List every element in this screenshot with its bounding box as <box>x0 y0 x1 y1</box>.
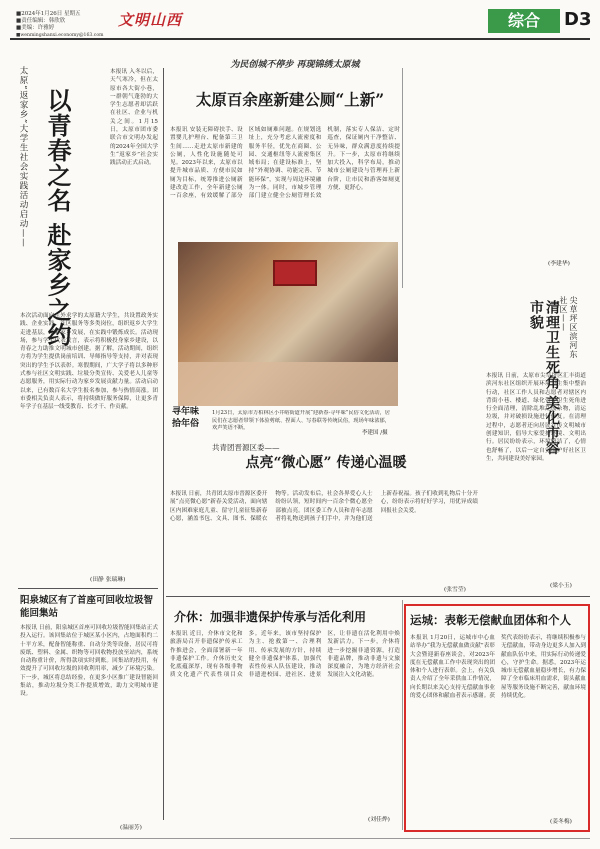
wish-kicker: 共青团晋源区委—— <box>212 443 280 452</box>
sanitation-text: 本报讯 日前，太原市尖草坪区汇丰街道滨河东社区组织开展环境卫生集中整治行动，社区工作人员和志愿者对辖区内背街小巷、楼道、绿化带等卫生死角进行全面清理，清除乱堆乱放杂物，清运垃圾，并对破损设施进行修复。在清理过程中，志愿者还向居民宣传文明城市创建知识，倡导大家爱护环境、文明出行。居民纷纷表示，环境整洁了，心情也舒畅了，以后一定自觉维护好社区卫生，共同建设美好家园。 <box>486 373 586 462</box>
wish-title: 点亮“微心愿” 传递心温暖 <box>245 455 407 471</box>
banner-text: 为民创城不停步 再现锦绣太原城 <box>230 60 360 70</box>
sanitation-subtitle: 尖草坪区滨河东社区—— <box>559 296 578 359</box>
left-subtitle: 太原“返家乡”大学生社会实践活动启动—— <box>18 66 28 248</box>
page-number: D3 <box>564 9 592 30</box>
news-photo <box>178 242 398 406</box>
photo-caption-title <box>172 406 208 430</box>
sanitation-byline: (梁小玉) <box>550 583 572 589</box>
header-editor: ■责任编辑：韩欣欣 <box>16 18 66 24</box>
left-vertical-subtitle <box>18 66 28 276</box>
heritage-text: 本报讯 近日，介休市文化和旅游局召开非遗保护传承工作推进会，全面部署新一年非遗保护工作。介休历史文化底蕴深厚，现有各级非物质文化遗产代表性项目众多。近年来，该市坚持保护为主、抢救第一、合理利用、传承发展的方针，持续健全非遗保护体系，加强代表性传承人队伍建设，推动非遗进校园、进社区、进景区，让非遗在活化利用中焕发新活力。下一步，介休将进一步挖掘非遗资源，打造非遗品牌，推动非遗与文旅深度融合，为地方经济社会发展注入文化动能。 <box>170 631 400 679</box>
section-tab <box>488 9 560 33</box>
left-body-text: 本次活动面向在外求学的太原籍大学生，共设置政务实践、企业实践、社区服务等多类岗位，组织返乡大学生走进基层，了解家乡发展，在实践中锻炼成长。活动现场，参与学生代表发言，表示将积极投身家乡建设，以青春之力助推文明城市创建。据了解，活动期间，组织方将为学生提供岗前培训、导师指导等支持，并对表现突出的学生予以表彰。寒假期间，广大学子将以多种形式参与社区文明实践、垃圾分类宣传、关爱老人儿童等志愿服务，用实际行动为家乡发展贡献力量。活动启动以来，已有数百名大学生报名参加，参与热情高涨。团市委相关负责人表示，将持续做好服务保障，让更多青年学子在基层一线受教育、长才干、作贡献。 <box>20 313 158 411</box>
brand-logo: 文明山西 <box>118 11 183 29</box>
center-title: 太原百余座新建公厕“上新” <box>195 90 385 109</box>
photo-caption: 1月23日，太原市万柏林区小井峪街道开展“迎新春·寻年味”民俗文化活动，居民们在志愿者带领下体验剪纸、捏面人、写春联等传统民俗，现场年味浓郁，欢声笑语不断。 <box>212 410 390 432</box>
center-right-rule <box>402 68 403 288</box>
banner <box>120 52 470 70</box>
yuncheng-byline: (姜冬梅) <box>550 819 572 825</box>
masthead <box>10 7 590 37</box>
header-contact: ■wenmingshanxi.economy@163.com <box>16 33 104 38</box>
heritage-byline: (刘佳烨) <box>368 817 390 823</box>
header-email: ■美编：许雅婷 <box>16 25 55 31</box>
left-byline: (田静 张瑞琳) <box>90 577 126 583</box>
yuncheng-title: 运城：表彰无偿献血团体和个人 <box>410 613 571 627</box>
issue-weekday: 星期五 <box>63 11 81 17</box>
sanitation-lead-text <box>490 258 532 360</box>
left-rule <box>18 588 158 589</box>
col-divider-2 <box>402 600 403 830</box>
left-title: 以青春之名 赴家乡之约 <box>43 88 72 348</box>
col-divider-1 <box>163 68 164 820</box>
footer-rule <box>10 838 590 839</box>
heritage-title: 介休：加强非遗保护传承与活化利用 <box>174 610 367 624</box>
photo-sign <box>273 260 317 286</box>
wish-text: 本报讯 日前，共青团太原市晋源区委开展“点亮微心愿”新春关爱活动，面向辖区内困难家庭儿童、留守儿童征集新春心愿，涵盖书包、文具、图书、保暖衣物等。活动发布后，社会各界爱心人士纷纷认领，短时间内一百余个微心愿全部被点亮。团区委工作人员和青年志愿者将礼物送到孩子们手中，并为他们送上新春祝福。孩子们收到礼物后十分开心，纷纷表示将好好学习，用优异成绩回报社会关爱。 <box>170 491 478 522</box>
photo-caption-heading: 寻年味 拾年俗 <box>172 407 200 429</box>
header-rule <box>10 38 590 40</box>
wish-byline: (张雪莹) <box>444 587 466 593</box>
bottom-left-title: 阳泉城区有了首座可回收垃圾智能回集站 <box>20 595 154 619</box>
section-rule <box>166 596 590 597</box>
issue-date: ■2024年1月26日 <box>16 11 63 17</box>
left-lead-text: 本报讯 入冬以后，天气寒冷，但在太原市各大街小巷，一群朝气蓬勃的大学生志愿者却活跃在社区、企业与机关之间。1月15日，太原市团市委联合市文明办发起的2024年全国大学生“返家乡”社会实践活动正式启动。 <box>110 69 158 167</box>
photo-byline: 李建国 /摄 <box>362 430 388 436</box>
center-text-cont <box>408 76 526 196</box>
yuncheng-text: 本报讯 1月20日，运城市中心血站举办“我为无偿献血做贡献”表彰大会暨迎新春座谈会，对2023年度在无偿献血工作中表现突出的团体和个人进行表彰。会上，有关负责人介绍了全年采供血工作情况，向长期以来关心支持无偿献血事业的爱心团体和献血者表示感谢。获奖代表纷纷表示，将继续积极参与无偿献血，带动身边更多人加入到献血队伍中来，用实际行动传递爱心，守护生命。据悉，2023年运城市无偿献血量稳步增长，有力保障了全市临床用血需求，街头献血屋等服务设施不断完善，献血环境持续优化。 <box>410 635 586 700</box>
sanitation-title: 清理卫生死角 美化市容市貌 <box>528 300 560 456</box>
bottom-left-byline: (温丽芳) <box>120 825 142 831</box>
center-text: 本报讯 安装无障碍扶手、设置婴儿护理台、配备第三卫生间……走进太原市新建的公厕，人性化设施随处可见。2023年以来，太原市以提升城市品质、方便市民如厕为目标，统筹推进公厕新建改造工作，全年新建公厕一百余座，有效缓解了部分区域如厕难问题。在规划选址上，充分考虑人流密度和服务半径，优先在商圈、公园、交通枢纽等人流密集区域布局；在建设标准上，坚持“外观协调、功能完善、节能环保”，实现与周边环境融为一体。同时，市城乡管理部门建立健全公厕管理长效机制，落实专人保洁、定时巡查，保证厕内干净整洁、无异味，群众满意度持续提升。下一步，太原市将继续加大投入，科学布局，推动城市公厕建设与管理再上新台阶，让市民和游客如厕更方便、更舒心。 <box>170 127 400 200</box>
section-label: 综合 <box>507 11 540 30</box>
photo-table <box>178 362 398 406</box>
sanitation-vertical-subtitle <box>558 296 578 366</box>
bottom-left-text: 本报讯 日前，阳泉城区首座可回收垃圾智能回集站正式投入运行。该回集站位于城区某小区内，占地面积约二十平方米，配备智能称重、自动分类等设备，居民可将废纸、塑料、金属、织物等可回收物投放至站内，系统自动称重计价，所得款项实时到账。回集站的投用，有效提升了可回收垃圾的回收利用率，减少了环境污染。下一步，城区将总结经验，在更多小区推广建设智能回集站，推动垃圾分类工作提质增效，助力文明城市建设。 <box>20 625 158 698</box>
header-meta <box>16 11 126 39</box>
center-byline: (李建华) <box>548 261 570 267</box>
